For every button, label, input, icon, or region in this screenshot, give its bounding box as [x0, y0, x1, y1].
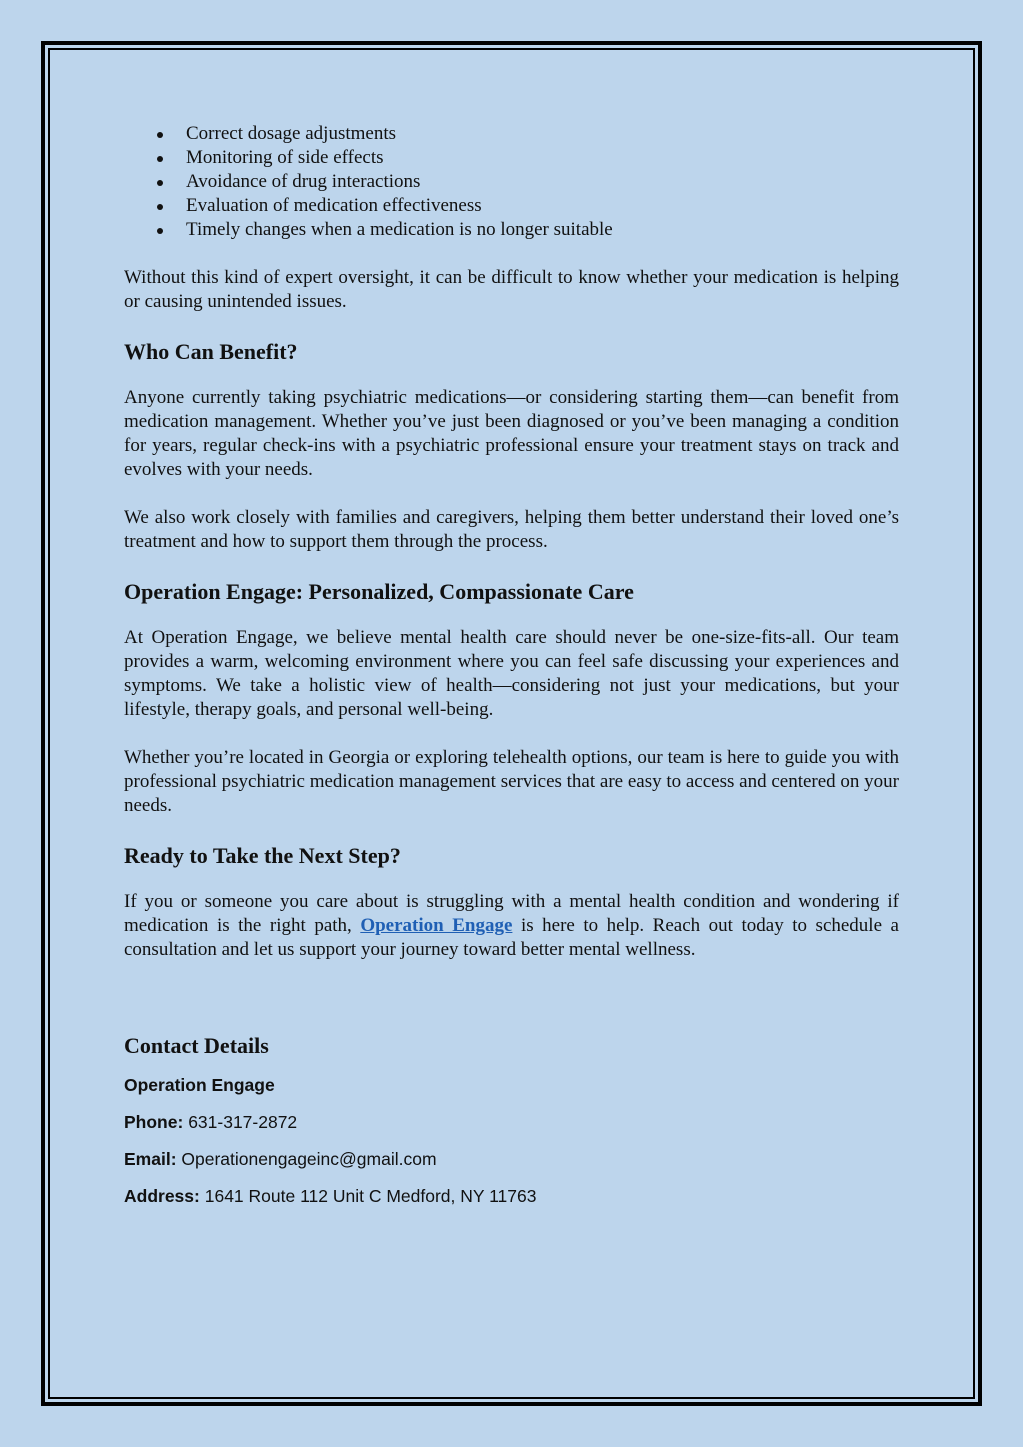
- contact-email: [124, 1148, 899, 1170]
- phone-label: Phone:: [124, 1112, 184, 1132]
- list-item: [186, 194, 899, 218]
- operation-engage-link[interactable]: Operation Engage: [360, 915, 513, 936]
- next-step-text-before: If you or someone you care about is struggling with a mental health condition and wondering if medication is the right path,: [124, 891, 899, 936]
- next-step-paragraph: [124, 890, 899, 962]
- bullet-icon: [157, 180, 163, 186]
- benefit-paragraph-2: We also work closely with families and caregivers, helping them better understand their loved one’s treatment and how to support them through the process.: [124, 507, 899, 552]
- list-item-text: Timely changes when a medication is no longer suitable: [186, 219, 613, 240]
- list-item: [186, 146, 899, 170]
- list-item-text: Correct dosage adjustments: [186, 123, 397, 144]
- contact-company: [124, 1074, 899, 1096]
- contact-address: [124, 1185, 899, 1207]
- list-item-text: Monitoring of side effects: [186, 147, 384, 168]
- address-label: Address:: [124, 1186, 200, 1206]
- contact-phone: [124, 1111, 899, 1133]
- list-item: [186, 122, 899, 146]
- benefits-list: [124, 122, 899, 242]
- who-can-benefit-heading: Who Can Benefit?: [124, 339, 298, 364]
- bullet-icon: [157, 156, 163, 162]
- bullet-icon: [157, 204, 163, 210]
- list-item: [186, 218, 899, 242]
- email-label: Email:: [124, 1149, 177, 1169]
- contact-details-heading: Contact Details: [124, 1033, 269, 1058]
- company-name: Operation Engage: [124, 1075, 275, 1095]
- document-content: [124, 122, 899, 1207]
- engage-paragraph-1: At Operation Engage, we believe mental health care should never be one-size-fits-all. Our team provides a warm, welcoming environment where you can feel safe discussing your experiences and symptoms. We take a holistic view of health—considering not just your medications, but your lifestyle, therapy goals, and personal well-being.: [124, 627, 899, 720]
- list-item-text: Avoidance of drug interactions: [186, 171, 421, 192]
- benefit-paragraph-1: Anyone currently taking psychiatric medications—or considering starting them—can benefit from medication management. Whether you’ve just been diagnosed or you’ve been managing a condition for years, regular check-ins with a psychiatric professional ensure your treatment stays on track and evolves with your needs.: [124, 387, 899, 480]
- bullet-icon: [157, 132, 163, 138]
- next-step-heading: Ready to Take the Next Step?: [124, 843, 401, 868]
- list-item-text: Evaluation of medication effectiveness: [186, 195, 482, 216]
- email-value: Operationengageinc@gmail.com: [181, 1149, 437, 1169]
- phone-value: 631-317-2872: [188, 1112, 298, 1132]
- bullet-icon: [157, 228, 163, 234]
- list-item: [186, 170, 899, 194]
- address-value: 1641 Route 112 Unit C Medford, NY 11763: [204, 1186, 537, 1206]
- next-step-text-after: is here to help. Reach out today to schedule a consultation and let us support your journey toward better mental wellness.: [124, 915, 899, 960]
- operation-engage-heading: Operation Engage: Personalized, Compassionate Care: [124, 579, 634, 604]
- engage-paragraph-2: Whether you’re located in Georgia or exploring telehealth options, our team is here to guide you with professional psychiatric medication management services that are easy to access and centered on your needs.: [124, 747, 899, 816]
- oversight-paragraph: Without this kind of expert oversight, it can be difficult to know whether your medication is helping or causing unintended issues.: [124, 267, 899, 312]
